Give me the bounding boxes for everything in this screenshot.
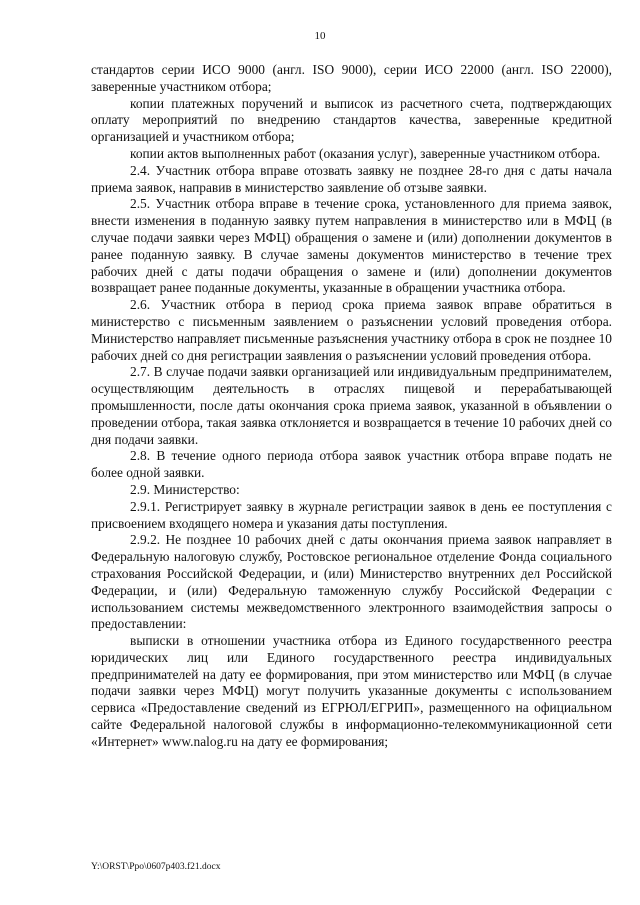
paragraph: выписки в отношении участника отбора из Единого государственного реестра юридических лиц или Единого государственного реестра индивидуальных предпринимателей на дату ее формирования, при этом министерство или МФЦ (в случае подачи заявки через МФЦ) могут получить указанные документы с использованием сервиса «Предоставление сведений из ЕГРЮЛ/ЕГРИП», размещенного на официальном сайте Федеральной налоговой службы в информационно-телекоммуникационной сети «Интернет» www.nalog.ru на дату ее формирования;: [91, 633, 612, 749]
paragraph: 2.6. Участник отбора в период срока приема заявок вправе обратиться в министерство с письменным заявлением о разъяснении условий проведения отбора. Министерство направляет письменные разъяснения участнику отбора в срок не позднее 10 рабочих дней со дня регистрации заявления о разъяснении условий проведения отбора.: [91, 297, 612, 363]
paragraph: стандартов серии ИСО 9000 (англ. ISO 9000), серии ИСО 22000 (англ. ISO 22000), заверенные участником отбора;: [91, 62, 612, 94]
paragraph: 2.8. В течение одного периода отбора заявок участник отбора вправе подать не более одной заявки.: [91, 448, 612, 481]
document-body: [91, 62, 612, 751]
file-path-footer: Y:\ORST\Ppo\0607p403.f21.docx: [91, 862, 221, 872]
paragraph: 2.5. Участник отбора вправе в течение срока, установленного для приема заявок, внести изменения в поданную заявку путем направления в министерство или в МФЦ (в случае подачи заявки через МФЦ) обращения о замене и (или) дополнении документов в ранее поданную заявку. В случае замены документов министерство в течение трех рабочих дней с даты подачи обращения о замене и (или) дополнении документов возвращает ранее поданные документы, указанные в обращении участника отбора.: [91, 196, 612, 296]
paragraph: 2.4. Участник отбора вправе отозвать заявку не позднее 28-го дня с даты начала приема заявок, направив в министерство заявление об отзыве заявки.: [91, 162, 612, 195]
paragraph: 2.7. В случае подачи заявки организацией или индивидуальным предпринимателем, осуществляющим деятельность в отраслях пищевой и перерабатывающей промышленности, после даты окончания срока приема заявок, указанной в объявлении о проведении отбора, такая заявка отклоняется и возвращается в течение 10 рабочих дней со дня подачи заявки.: [91, 364, 612, 447]
paragraph: 2.9.2. Не позднее 10 рабочих дней с даты окончания приема заявок направляет в Федеральную налоговую службу, Ростовское региональное отделение Фонда социального страхования Российской Федерации, и (или) Министерство внутренних дел Российской Федерации, и (или) Федеральную таможенную службу Российской Федерации с использованием системы межведомственного электронного взаимодействия запросы о предоставлении:: [91, 532, 612, 632]
paragraph: 2.9. Министерство:: [130, 481, 240, 497]
page-number: 10: [314, 30, 326, 42]
paragraph: 2.9.1. Регистрирует заявку в журнале регистрации заявок в день ее поступления с присвоением входящего номера и указания даты поступления.: [91, 498, 612, 531]
paragraph: копии платежных поручений и выписок из расчетного счета, подтверждающих оплату мероприятий по внедрению стандартов качества, заверенные кредитной организацией и участником отбора;: [91, 95, 612, 145]
paragraph: копии актов выполненных работ (оказания услуг), заверенные участником отбора.: [130, 145, 601, 161]
